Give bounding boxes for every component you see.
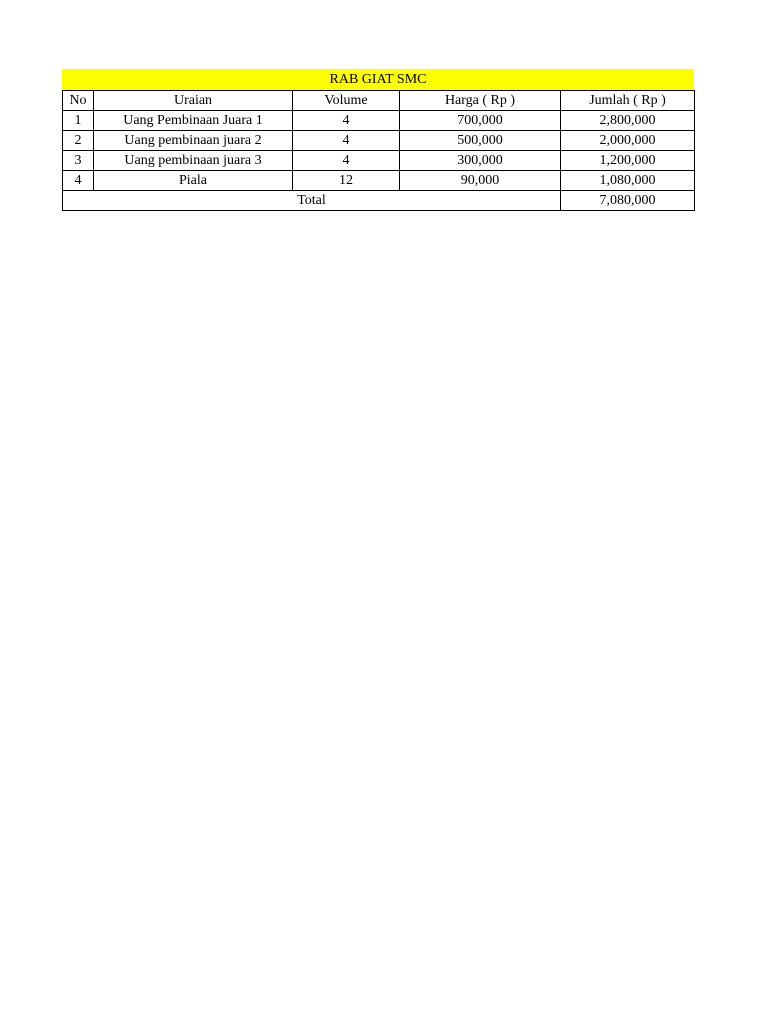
cell-jumlah: 2,000,000 xyxy=(561,131,695,151)
cell-harga: 300,000 xyxy=(400,151,561,171)
table-row xyxy=(63,151,695,171)
cell-volume: 12 xyxy=(293,171,400,191)
cell-volume: 4 xyxy=(293,151,400,171)
cell-jumlah: 2,800,000 xyxy=(561,111,695,131)
cell-harga: 500,000 xyxy=(400,131,561,151)
budget-sheet xyxy=(62,69,694,211)
column-header-jumlah: Jumlah ( Rp ) xyxy=(561,91,695,111)
cell-no: 4 xyxy=(63,171,94,191)
cell-volume: 4 xyxy=(293,111,400,131)
cell-no: 1 xyxy=(63,111,94,131)
total-value: 7,080,000 xyxy=(561,191,695,211)
cell-volume: 4 xyxy=(293,131,400,151)
cell-jumlah: 1,200,000 xyxy=(561,151,695,171)
column-header-harga: Harga ( Rp ) xyxy=(400,91,561,111)
column-header-no: No xyxy=(63,91,94,111)
cell-uraian: Piala xyxy=(94,171,293,191)
cell-harga: 90,000 xyxy=(400,171,561,191)
total-label: Total xyxy=(63,191,561,211)
table-row xyxy=(63,131,695,151)
budget-table xyxy=(62,90,695,211)
cell-jumlah: 1,080,000 xyxy=(561,171,695,191)
cell-harga: 700,000 xyxy=(400,111,561,131)
table-row xyxy=(63,111,695,131)
sheet-title: RAB GIAT SMC xyxy=(62,69,694,90)
table-row xyxy=(63,171,695,191)
cell-no: 3 xyxy=(63,151,94,171)
cell-uraian: Uang Pembinaan Juara 1 xyxy=(94,111,293,131)
header-row xyxy=(63,91,695,111)
cell-uraian: Uang pembinaan juara 3 xyxy=(94,151,293,171)
cell-no: 2 xyxy=(63,131,94,151)
total-row xyxy=(63,191,695,211)
column-header-volume: Volume xyxy=(293,91,400,111)
cell-uraian: Uang pembinaan juara 2 xyxy=(94,131,293,151)
column-header-uraian: Uraian xyxy=(94,91,293,111)
